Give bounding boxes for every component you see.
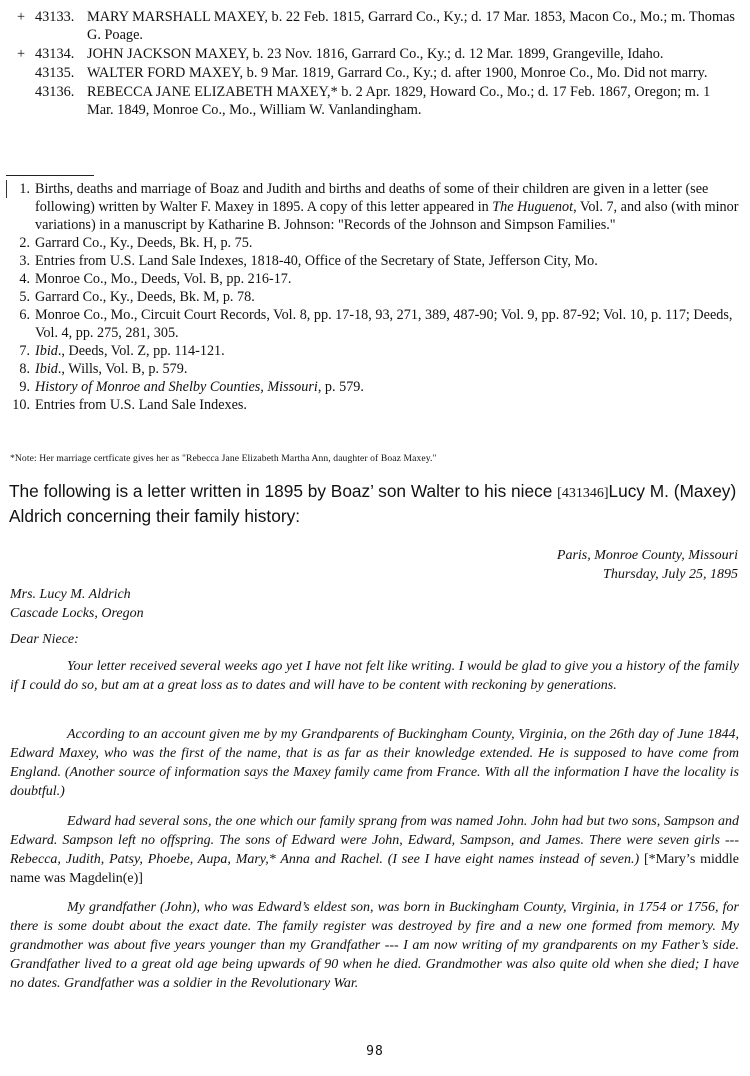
ibid-label: Ibid — [35, 361, 58, 377]
footnote-number: 7. — [19, 343, 30, 359]
footnote-10 — [10, 396, 740, 414]
letter-dateline — [557, 546, 738, 584]
letter-paragraph-2: According to an account given me by my Grandparents of Buckingham County, Virginia, on the 26th day of June 1844, Edward Maxey, who was the first of the name, that is as far as their knowledge extended. He is supposed to have come from England. (Another source of information says the Maxey family came from France. With all the information I have the locality is doubtful.) — [10, 727, 739, 799]
ibid-label: Ibid — [35, 343, 58, 359]
entry-number: 43134. — [35, 46, 75, 62]
footnote-number: 5. — [19, 289, 30, 305]
intro-text: The following is a letter written in 1895 by Boaz’ son Walter to his niece — [9, 481, 558, 501]
footnote-text: Entries from U.S. Land Sale Indexes, 1818-40, Office of the Secretary of State, Jefferson City, Mo. — [35, 253, 598, 269]
editor-note: [*Mary’s middle name was Magdelin(e)] — [10, 852, 739, 886]
letter-paragraph-3 — [10, 812, 739, 888]
footnote-2 — [10, 234, 740, 252]
recipient-name: Mrs. Lucy M. Aldrich — [10, 587, 131, 602]
entry-number: 43135. — [35, 65, 75, 81]
book-title: History of Monroe and Shelby Counties, Missouri — [35, 379, 318, 395]
footnote-text: Entries from U.S. Land Sale Indexes. — [35, 397, 247, 413]
footnote-5 — [10, 288, 740, 306]
genealogy-entries — [17, 8, 737, 120]
entry-number: 43133. — [35, 9, 75, 25]
entry-text: MARY MARSHALL MAXEY, b. 22 Feb. 1815, Garrard Co., Ky.; d. 17 Mar. 1853, Macon Co., Mo.; m. Thomas G. Poage. — [87, 9, 735, 43]
reference-number: [431346] — [557, 486, 609, 501]
journal-title: The Huguenot — [492, 199, 574, 215]
page-number: 98 — [366, 1044, 384, 1059]
entry-43133 — [17, 8, 737, 44]
footnote-text: , Vol. 7, and also (with minor variations) in a manuscript by Katharine B. Johnson: "Records of the Johnson and Simpson Families." — [35, 199, 739, 233]
footnote-9 — [10, 378, 740, 396]
letter-paragraph-1: Your letter received several weeks ago yet I have not felt like writing. I would be glad to give you a history of the family if I could do so, but am at a great loss as to dates and will have to be content with reckoning by generations. — [10, 659, 739, 693]
footnote-text: Garrard Co., Ky., Deeds, Bk. M, p. 78. — [35, 289, 255, 305]
paragraph-text: Edward had several sons, the one which our family sprang from was named John. John had but two sons, Sampson and Edward. Sampson left no offspring. The sons of Edward were John, Edward, Sampson, and James. There were seven girls --- Rebecca, Judith, Patsy, Phoebe, Aupa, Mary,* Anna and Rachel. (I see I have eight names instead of seven.) — [10, 814, 739, 867]
recipient-place: Cascade Locks, Oregon — [10, 606, 144, 621]
intro-text: Lucy M. (Maxey) Aldrich concerning their family history: — [9, 481, 737, 526]
entry-text: REBECCA JANE ELIZABETH MAXEY,* b. 2 Apr. 1829, Howard Co., Mo.; d. 17 Feb. 1867, Oregon; m. 1 Mar. 1849, Monroe Co., Mo., William W. Vanlandingham. — [87, 84, 711, 118]
footnote-number: 1. — [6, 180, 30, 198]
footnote-text: Monroe Co., Mo., Deeds, Vol. B, pp. 216-17. — [35, 271, 292, 287]
footnote-text: Garrard Co., Ky., Deeds, Bk. H, p. 75. — [35, 235, 253, 251]
descendant-marker: + — [17, 46, 26, 62]
footnote-number: 10. — [12, 397, 30, 413]
footnote-number: 9. — [19, 379, 30, 395]
marriage-certificate-note: *Note: Her marriage certficate gives her as "Rebecca Jane Elizabeth Martha Ann, daughter of Boaz Maxey." — [10, 453, 437, 464]
entry-text: WALTER FORD MAXEY, b. 9 Mar. 1819, Garrard Co., Ky.; d. after 1900, Monroe Co., Mo. Did not marry. — [87, 65, 708, 81]
footnote-number: 2. — [19, 235, 30, 251]
footnote-8 — [10, 360, 740, 378]
footnote-number: 4. — [19, 271, 30, 287]
descendant-marker: + — [17, 9, 26, 25]
entry-text: JOHN JACKSON MAXEY, b. 23 Nov. 1816, Garrard Co., Ky.; d. 12 Mar. 1899, Grangeville, Idaho. — [87, 46, 664, 62]
footnotes — [10, 180, 740, 414]
footnote-divider — [6, 175, 94, 176]
footnote-text: Monroe Co., Mo., Circuit Court Records, Vol. 8, pp. 17-18, 93, 271, 389, 487-90; Vol. 9, pp. 87-92; Vol. 10, p. 117; Deeds, Vol. 4, pp. 275, 281, 305. — [35, 307, 733, 341]
entry-43136 — [17, 83, 737, 119]
footnote-1 — [10, 180, 740, 234]
letter-salutation: Dear Niece: — [10, 632, 79, 647]
footnote-number: 8. — [19, 361, 30, 377]
footnote-text: Births, deaths and marriage of Boaz and Judith and births and deaths of some of their children are given in a letter (see following) written by Walter F. Maxey in 1895. A copy of this letter appeared in — [35, 181, 709, 215]
entry-43134 — [17, 45, 737, 63]
footnote-text: , p. 579. — [317, 379, 364, 395]
footnote-4 — [10, 270, 740, 288]
entry-43135 — [17, 64, 737, 82]
letter-paragraph-4: My grandfather (John), who was Edward’s eldest son, was born in Buckingham County, Virginia, in 1754 or 1756, for there is some doubt about the exact date. The family register was destroyed by fire and a new one formed from memory. My grandmother was about five years younger than my Grandfather --- I am now writing of my grandparents on my Father’s side. Grandfather lived to a great old age being upwards of 90 when he died. Grandmother was also quite old when she died; I have no dates. Grandfather was a soldier in the Revolutionary War. — [10, 900, 739, 991]
footnote-6 — [10, 306, 740, 342]
entry-number: 43136. — [35, 84, 75, 100]
footnote-text: ., Deeds, Vol. Z, pp. 114-121. — [57, 343, 225, 359]
letter-introduction — [9, 480, 739, 528]
letter-recipient-address — [10, 585, 144, 623]
footnote-number: 3. — [19, 253, 30, 269]
letter-date: Thursday, July 25, 1895 — [603, 567, 738, 582]
letter-place: Paris, Monroe County, Missouri — [556, 548, 738, 563]
footnote-text: ., Wills, Vol. B, p. 579. — [57, 361, 188, 377]
footnote-7 — [10, 342, 740, 360]
footnote-3 — [10, 252, 740, 270]
footnote-number: 6. — [19, 307, 30, 323]
